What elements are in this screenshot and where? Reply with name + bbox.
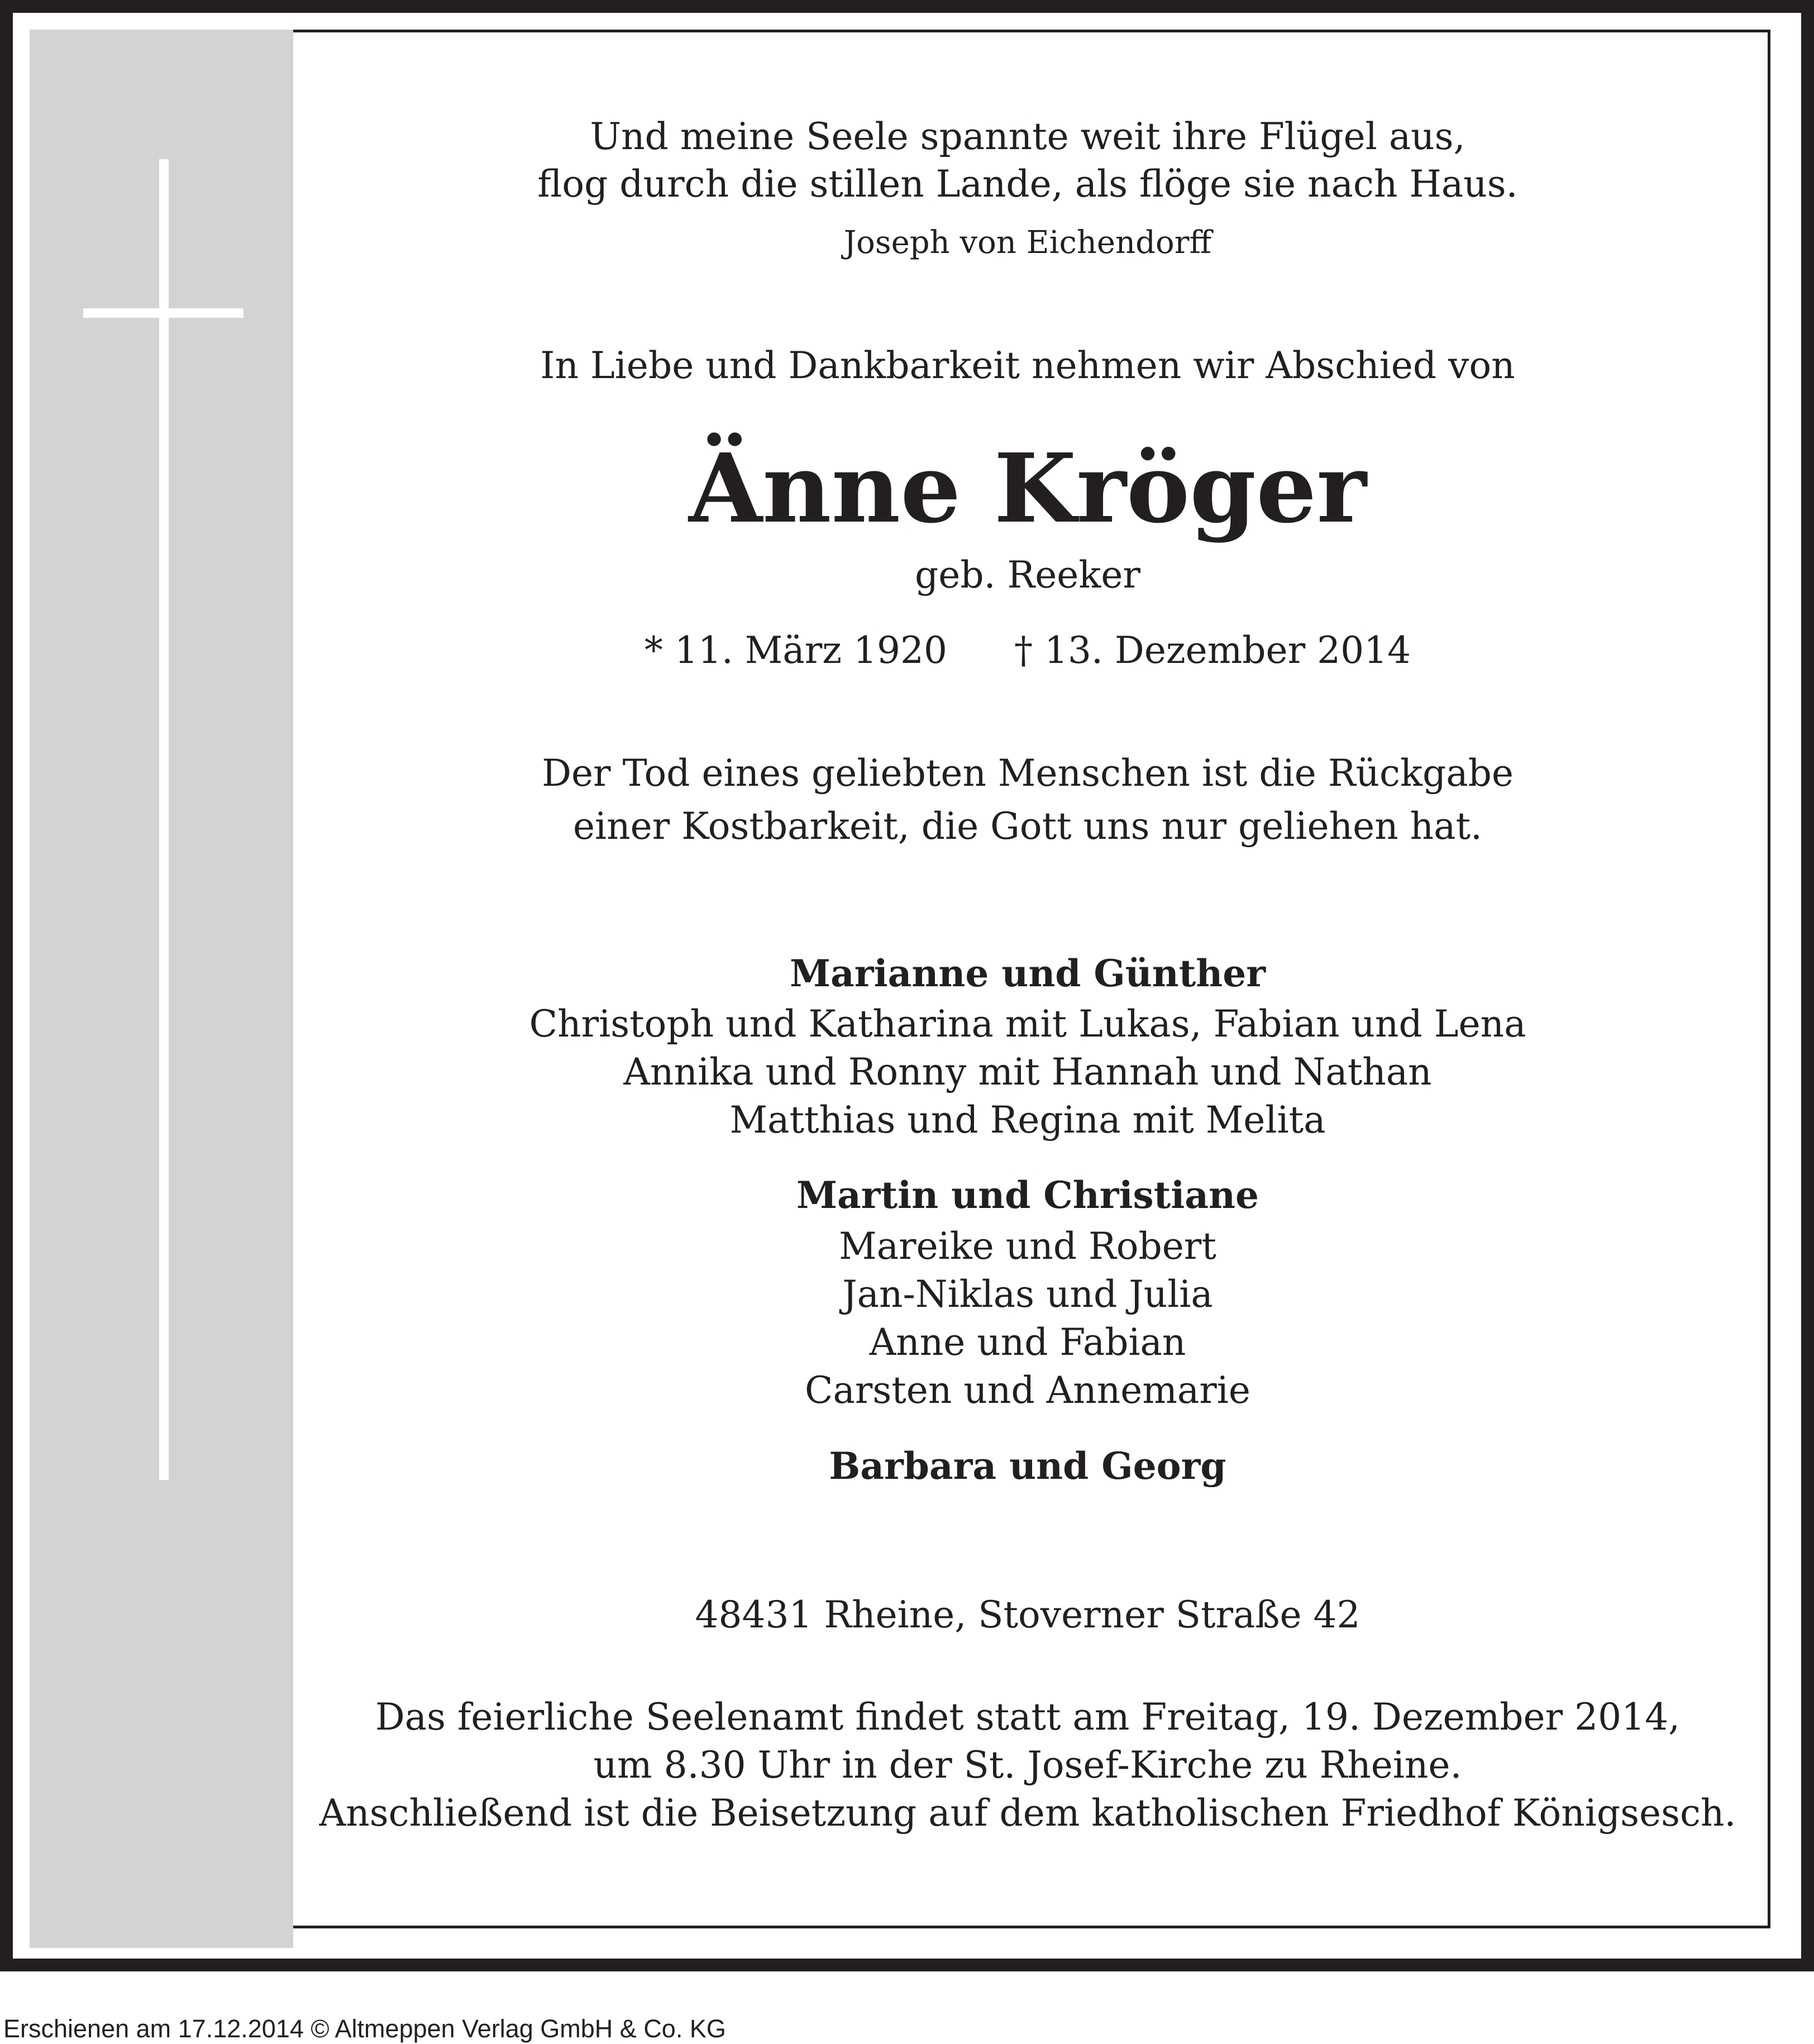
deceased-name: Änne Kröger — [689, 433, 1367, 545]
quote-line-2: flog durch die stillen Lande, als flöge sie nach Haus. — [537, 163, 1518, 206]
cross-horizontal-beam — [83, 308, 244, 318]
quote-line-1: Und meine Seele spannte weit ihre Flügel aus, — [590, 115, 1465, 158]
family-head-1: Marianne und Günther — [789, 952, 1266, 995]
family-head-2: Martin und Christiane — [796, 1173, 1259, 1217]
saying-line-1: Der Tod eines geliebten Menschen ist die Rückgabe — [542, 752, 1514, 795]
birth-name: geb. Reeker — [915, 553, 1140, 596]
family-member: Christoph und Katharina mit Lukas, Fabian und Lena — [529, 1002, 1526, 1045]
family-member: Matthias und Regina mit Melita — [729, 1099, 1326, 1142]
family-member: Jan-Niklas und Julia — [842, 1273, 1213, 1316]
death-date: † 13. Dezember 2014 — [1014, 629, 1411, 672]
farewell-intro: In Liebe und Dankbarkeit nehmen wir Abschied von — [540, 344, 1515, 387]
service-line-2: um 8.30 Uhr in der St. Josef-Kirche zu Rheine. — [593, 1744, 1462, 1787]
saying-line-2: einer Kostbarkeit, die Gott uns nur geliehen hat. — [573, 805, 1482, 848]
service-line-3: Anschließend ist die Beisetzung auf dem katholischen Friedhof Königsesch. — [319, 1792, 1736, 1835]
family-member: Anne und Fabian — [869, 1321, 1186, 1364]
family-member: Annika und Ronny mit Hannah und Nathan — [623, 1050, 1432, 1093]
family-head-3: Barbara und Georg — [829, 1444, 1226, 1488]
cross-vertical-beam — [159, 159, 169, 1480]
publication-note: Erschienen am 17.12.2014 © Altmeppen Verlag GmbH & Co. KG — [3, 2014, 726, 2043]
life-dates — [296, 628, 1759, 673]
service-line-1: Das feierliche Seelenamt findet statt am Freitag, 19. Dezember 2014, — [375, 1696, 1681, 1739]
family-member: Mareike und Robert — [839, 1225, 1216, 1268]
birth-date: * 11. März 1920 — [644, 629, 947, 672]
quote-author: Joseph von Eichendorff — [843, 225, 1212, 261]
family-member: Carsten und Annemarie — [805, 1369, 1250, 1412]
mourning-address: 48431 Rheine, Stoverner Straße 42 — [695, 1593, 1360, 1636]
